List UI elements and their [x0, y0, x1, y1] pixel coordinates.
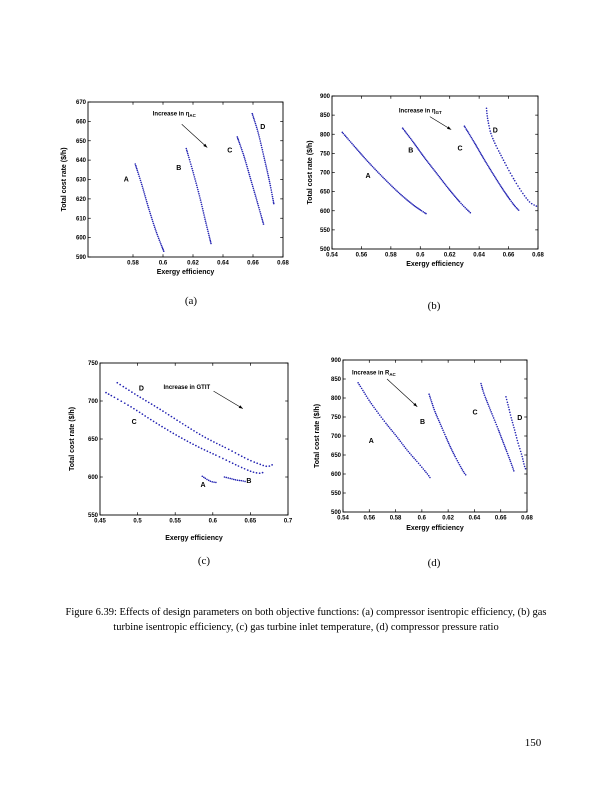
svg-text:C: C [131, 418, 137, 426]
svg-text:B: B [408, 147, 414, 155]
svg-text:Exergy efficiency: Exergy efficiency [156, 269, 215, 276]
chart-compressor-isentropic-efficiency [58, 92, 298, 283]
svg-text:750: 750 [330, 415, 341, 421]
chart-compressor-pressure-ratio [311, 348, 539, 539]
svg-text:0.68: 0.68 [277, 260, 289, 267]
svg-text:800: 800 [330, 396, 341, 402]
svg-text:600: 600 [87, 475, 98, 481]
svg-text:900: 900 [319, 94, 330, 100]
svg-text:0.64: 0.64 [468, 515, 481, 522]
svg-text:0.6: 0.6 [416, 252, 425, 259]
svg-text:Exergy efficiency: Exergy efficiency [406, 261, 464, 268]
svg-text:0.6: 0.6 [158, 260, 168, 267]
svg-text:B: B [176, 164, 182, 172]
svg-text:700: 700 [330, 434, 341, 440]
svg-text:0.7: 0.7 [283, 518, 293, 525]
svg-text:D: D [492, 127, 498, 135]
svg-text:0.62: 0.62 [187, 260, 199, 267]
svg-text:700: 700 [87, 399, 98, 405]
svg-text:650: 650 [87, 437, 98, 443]
svg-text:0.66: 0.66 [502, 252, 515, 259]
svg-text:850: 850 [330, 377, 341, 383]
chart-gas-turbine-isentropic-efficiency [304, 86, 546, 275]
subfigure-label-a: (a) [184, 295, 198, 307]
svg-text:600: 600 [319, 208, 330, 215]
svg-text:0.56: 0.56 [363, 515, 376, 522]
subfigure-label-b: (b) [427, 300, 441, 312]
svg-text:670: 670 [75, 100, 86, 106]
subfigure-label-c: (c) [197, 555, 211, 567]
chart-canvas-d [311, 348, 539, 534]
svg-text:0.65: 0.65 [244, 518, 257, 525]
svg-text:0.62: 0.62 [442, 515, 454, 522]
svg-text:A: A [200, 481, 206, 489]
svg-text:900: 900 [330, 358, 341, 364]
svg-text:0.58: 0.58 [389, 515, 402, 522]
page-number: 150 [524, 737, 542, 749]
svg-text:0.54: 0.54 [337, 515, 349, 522]
svg-text:800: 800 [319, 132, 330, 139]
chart-canvas-c [66, 350, 302, 544]
svg-text:Total cost rate ($/h): Total cost rate ($/h) [314, 403, 321, 469]
svg-text:660: 660 [75, 119, 86, 126]
svg-text:Increase in ηGT: Increase in $\eta_{GT}$ [398, 108, 442, 116]
figure-caption: Figure 6.39: Effects of design parameters on both objective functions: (a) compressor isentropic efficiency, (b) gas turbine isentropic efficiency, (c) gas turbine inlet temperature, (d) compressor pressure ratio [65, 607, 547, 633]
svg-text:590: 590 [75, 255, 86, 261]
svg-text:Increase in ηAC: Increase in $\eta_{AC}$ [152, 111, 196, 119]
svg-text:C: C [472, 409, 478, 417]
svg-text:0.66: 0.66 [247, 260, 259, 267]
svg-text:750: 750 [87, 361, 98, 367]
svg-text:0.5: 0.5 [133, 518, 142, 525]
svg-text:C: C [227, 147, 233, 155]
svg-text:0.68: 0.68 [532, 252, 544, 259]
svg-text:0.6: 0.6 [208, 518, 217, 525]
svg-text:0.6: 0.6 [417, 515, 427, 522]
svg-text:600: 600 [75, 235, 86, 242]
svg-text:650: 650 [330, 453, 341, 459]
chart-gas-turbine-inlet-temperature [66, 350, 302, 549]
svg-text:500: 500 [319, 247, 330, 253]
svg-text:700: 700 [319, 170, 330, 177]
svg-text:Total cost rate ($/h): Total cost rate ($/h) [69, 406, 76, 472]
svg-text:650: 650 [75, 138, 86, 145]
svg-text:850: 850 [319, 113, 330, 120]
svg-text:Increase in RAC: Increase in $R_{AC}$ [352, 370, 396, 378]
svg-text:Total cost rate ($/h): Total cost rate ($/h) [61, 147, 68, 212]
svg-text:Increase in GTIT: Increase in GTIT [163, 384, 211, 391]
svg-text:D: D [138, 385, 144, 393]
svg-text:A: A [365, 173, 371, 181]
svg-text:630: 630 [75, 177, 86, 184]
svg-text:750: 750 [319, 151, 330, 158]
svg-text:600: 600 [330, 472, 341, 478]
svg-text:A: A [123, 176, 129, 184]
svg-text:650: 650 [319, 189, 330, 196]
svg-text:B: B [246, 478, 252, 486]
svg-text:0.58: 0.58 [127, 260, 139, 267]
subfigure-label-d: (d) [427, 557, 441, 569]
svg-text:0.55: 0.55 [169, 518, 182, 525]
svg-text:550: 550 [319, 227, 330, 234]
svg-text:610: 610 [75, 216, 86, 223]
svg-text:A: A [368, 437, 374, 445]
svg-text:550: 550 [330, 491, 341, 497]
svg-text:620: 620 [75, 196, 86, 203]
svg-text:B: B [419, 419, 426, 427]
svg-text:500: 500 [330, 510, 341, 516]
svg-text:0.68: 0.68 [521, 515, 533, 522]
svg-text:0.58: 0.58 [385, 252, 397, 259]
svg-text:0.62: 0.62 [443, 252, 456, 259]
svg-text:Exergy efficiency: Exergy efficiency [406, 525, 464, 532]
svg-text:0.45: 0.45 [94, 518, 106, 525]
svg-text:0.56: 0.56 [355, 252, 368, 259]
svg-text:D: D [260, 124, 266, 132]
svg-text:640: 640 [75, 158, 86, 165]
svg-text:0.64: 0.64 [473, 252, 485, 259]
svg-text:550: 550 [87, 513, 98, 519]
svg-text:C: C [457, 145, 463, 153]
svg-text:D: D [517, 415, 523, 423]
svg-text:Exergy efficiency: Exergy efficiency [165, 535, 223, 542]
svg-text:0.64: 0.64 [217, 260, 229, 267]
chart-canvas-a [58, 92, 298, 278]
svg-text:0.54: 0.54 [326, 252, 338, 259]
chart-canvas-b [304, 86, 546, 270]
svg-text:Total cost rate ($/h): Total cost rate ($/h) [307, 140, 314, 205]
svg-text:0.66: 0.66 [494, 515, 507, 522]
